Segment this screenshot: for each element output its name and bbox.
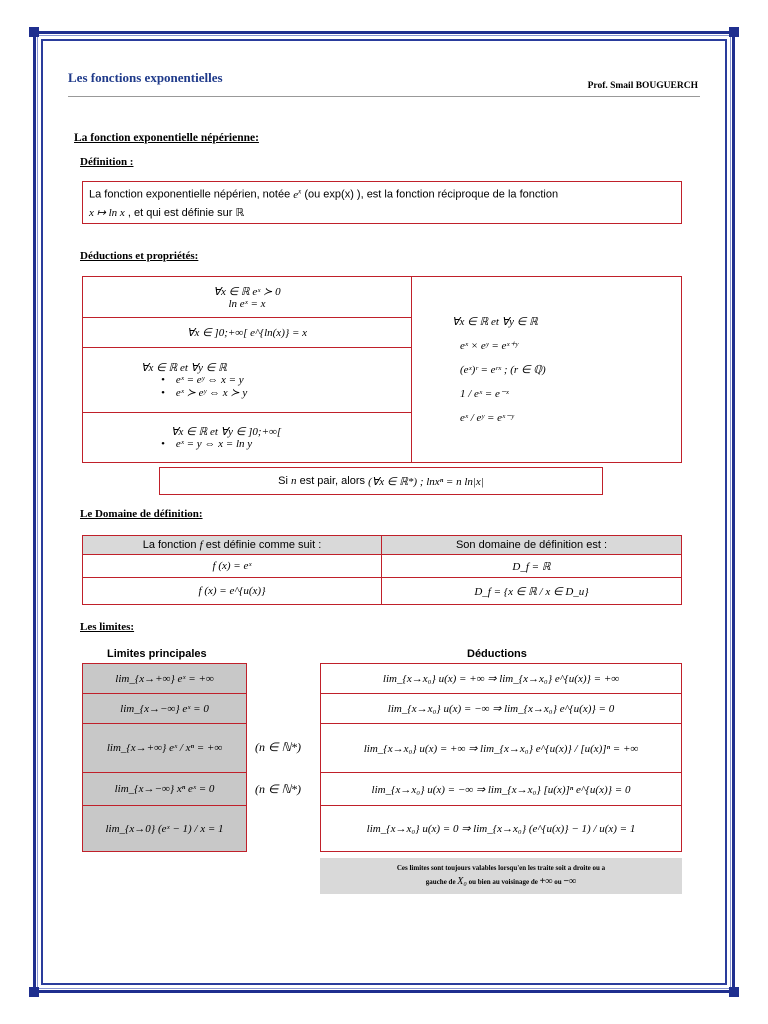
prop-power: (eˣ)ʳ = eʳˣ ; (r ∈ ℚ) (460, 363, 546, 376)
limit-deduction-5: lim_{x→x₀} u(x) = 0 ⇒ lim_{x→x₀} (e^{u(x)} − 1) / u(x) = 1 (320, 805, 682, 852)
limit-deduction-2: lim_{x→x₀} u(x) = −∞ ⇒ lim_{x→x₀} e^{u(x)} = 0 (320, 693, 682, 724)
prop-forall-xy: ∀x ∈ ℝ et ∀y ∈ ℝ (141, 362, 227, 374)
author-name: Prof. Smail BOUGUERCH (587, 81, 698, 91)
limit-principal-2: lim_{x→−∞} eˣ = 0 (82, 693, 247, 724)
prop-forall-xy-right: ∀x ∈ ℝ et ∀y ∈ ℝ (452, 315, 538, 328)
limit-principal-4: lim_{x→−∞} xⁿ eˣ = 0 (82, 772, 247, 806)
pair-note-n: n (291, 475, 297, 487)
frame-corner (729, 27, 739, 37)
definition-text-c: , et qui est définie sur ℝ (127, 207, 245, 219)
domaine-col1-header: La fonction f est définie comme suit : (82, 535, 382, 555)
definition-math-map: x ↦ ln x (89, 207, 125, 219)
prop-exp-ln: ∀x ∈ ]0;+∞[ e^{ln(x)} = x (186, 327, 308, 339)
definition-box (82, 181, 682, 224)
limit-deduction-3: lim_{x→x₀} u(x) = +∞ ⇒ lim_{x→x₀} e^{u(x)} / [u(x)]ⁿ = +∞ (320, 723, 682, 773)
limites-principales-title: Limites principales (107, 648, 207, 660)
prop-ln-exp: ln eˣ = x (228, 297, 266, 310)
document-title: Les fonctions exponentielles (68, 70, 223, 85)
pair-note-math: (∀x ∈ ℝ*) ; lnxⁿ = n ln|x| (368, 475, 484, 488)
deductions-heading: Déductions et propriétés: (80, 250, 199, 262)
condition-n-natural-1: (n ∈ ℕ*) (255, 740, 302, 754)
header-divider (68, 96, 700, 97)
domaine-heading: Le Domaine de définition: (80, 508, 203, 520)
definition-line-1 (89, 187, 558, 201)
prop-equal-equiv: • eˣ = eʸ ⇔ x = y (161, 374, 244, 386)
domaine-row2-domain: D_f = {x ∈ ℝ / x ∈ D_u} (381, 577, 682, 605)
limites-heading: Les limites: (80, 621, 135, 633)
domaine-row1-domain: D_f = ℝ (381, 554, 682, 578)
frame-corner (29, 27, 39, 37)
prop-inverse: 1 / eˣ = e⁻ˣ (460, 387, 509, 400)
domaine-row2-function: f (x) = e^{u(x)} (82, 577, 382, 605)
prop-cell-algebra (411, 276, 682, 463)
definition-math-e: $e^x$ (293, 187, 302, 201)
note-line-1: Ces limites sont toujours valables lorsqu'en les traite soit a droite ou a (396, 864, 606, 872)
frame-corner (29, 987, 39, 997)
prop-cell-equivalences (82, 347, 412, 413)
domaine-row1-function: f (x) = eˣ (82, 554, 382, 578)
prop-cell-ln-equiv (82, 412, 412, 463)
note-line-2: gauche de X₀ ou bien au voisinage de +∞ ou −∞ (425, 876, 577, 887)
limit-principal-3: lim_{x→+∞} eˣ / xⁿ = +∞ (82, 723, 247, 773)
pair-note-si: Si (278, 475, 288, 487)
limit-deduction-1: lim_{x→x₀} u(x) = +∞ ⇒ lim_{x→x₀} e^{u(x)} = +∞ (320, 663, 682, 694)
section-title-neperienne: La fonction exponentielle népérienne: (74, 132, 259, 144)
limit-principal-5: lim_{x→0} (eˣ − 1) / x = 1 (82, 805, 247, 852)
definition-text-b: (ou exp(x) ), est la fonction réciproque de la fonction (304, 188, 559, 201)
prop-greater-equiv: • eˣ ≻ eʸ ⇔ x ≻ y (161, 387, 248, 399)
frame-corner (729, 987, 739, 997)
limites-deductions-title: Déductions (467, 648, 527, 660)
limit-deduction-4: lim_{x→x₀} u(x) = −∞ ⇒ lim_{x→x₀} [u(x)]ⁿ e^{u(x)} = 0 (320, 772, 682, 806)
domaine-col2-header: Son domaine de définition est : (381, 535, 682, 555)
prop-forall-x-y-pos: ∀x ∈ ℝ et ∀y ∈ ]0;+∞[ (171, 426, 282, 438)
prop-cell-positive (82, 276, 412, 318)
pair-note-box (159, 467, 603, 495)
prop-product: eˣ × eʸ = eˣ⁺ʸ (460, 339, 519, 352)
pair-note-text: est pair, alors (299, 475, 365, 487)
limit-principal-1: lim_{x→+∞} eˣ = +∞ (82, 663, 247, 694)
limites-validity-note (320, 858, 682, 894)
condition-n-natural-2: (n ∈ ℕ*) (255, 782, 302, 796)
definition-text-a: La fonction exponentielle népérien, notée (89, 188, 291, 201)
prop-cell-exp-ln (82, 317, 412, 348)
prop-quotient: eˣ / eʸ = eˣ⁻ʸ (460, 411, 514, 424)
prop-positive: ∀x ∈ ℝ eˣ ≻ 0 (213, 285, 281, 298)
prop-exp-equals-y: • eˣ = y ⇔ x = ln y (161, 438, 253, 450)
definition-heading: Définition : (80, 156, 134, 168)
definition-line-2 (89, 206, 244, 219)
